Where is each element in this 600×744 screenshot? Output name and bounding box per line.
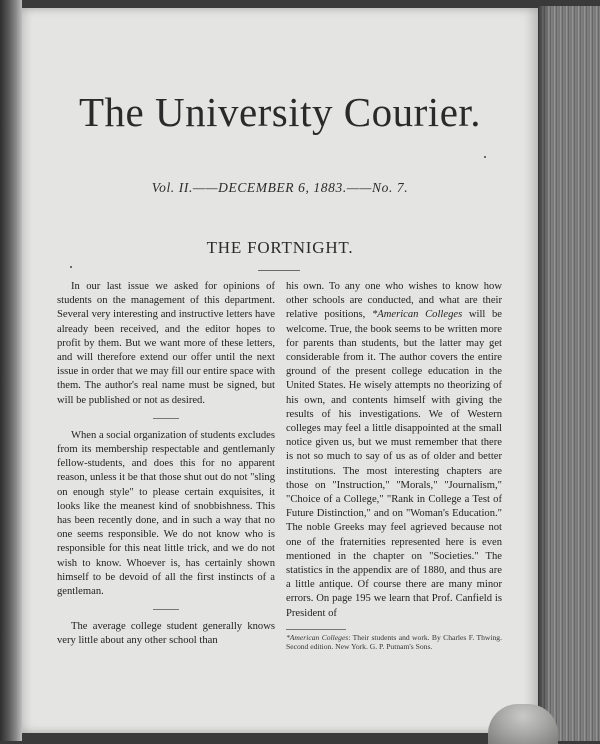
spine-shadow <box>538 6 550 741</box>
paragraph-average-student: The average college student generally knows very little about any other school than <box>57 621 275 647</box>
issue-line: Vol. II.——DECEMBER 6, 1883.——No. 7. <box>151 180 409 195</box>
footnote <box>286 633 502 651</box>
footnote-rule <box>286 629 346 630</box>
paragraph-snobbishness: When a social organization of students excludes from its membership respectable and gentlemanly fellow-students, and does this for no apparent reason, unless it be that those shut out do not "sling on enough style" to please certain exquisites, it looks like the meanest kind of snobbishness. This has been recently done, and in such a way that no one seems responsible. We do not know who is responsible for this neat little trick, and we do not wish to know. Whoever is, has certainly shown himself to be devoid of all the first instincts of a gentleman. <box>57 429 275 598</box>
paragraph-american-colleges <box>286 280 502 621</box>
masthead-title: The University Courier. <box>78 89 482 135</box>
book-page-edges <box>538 6 600 741</box>
paragraph-opinions: In our last issue we asked for opinions of students on the management of this department. Several very interesting and instructive letters have already been received, and the editor hopes to profit by them. But we want more of these letters, and will therefore extend our offer until the next issue in order that we may fill our entire space with them. The author's real name must be signed, but will be published or not as desired. <box>57 281 275 406</box>
scan-left-edge <box>0 0 22 741</box>
paragraph-divider <box>153 609 179 610</box>
page-speck <box>484 156 486 158</box>
text-run: his own. To any one who wishes to know how other schools are conducted, and what are their relative positions, <box>286 281 502 321</box>
title-rule <box>258 270 300 271</box>
paragraph-divider <box>153 418 179 419</box>
left-column <box>57 280 275 649</box>
right-column <box>286 280 502 651</box>
text-run: will be welcome. True, the book seems to be written more for parents than students, but the latter may get considerable from it. The author covers the entire ground of the present college education in the United States. He wisely attempts no theorizing of his own, and contents himself with giving the results of his investigations. We of Western colleges may feel a little disappointed at the small notice given us, but we must remember that there is not so much to say of us as of older and better institutions. The most interesting chapters are those on "Instruction," "Morals," "Journalism," "Choice of a College," "Rank in College a Test of Future Distinction," and on "Woman's Education." The noble Greeks may feel agrieved because not one of the fraternities represented here is even mentioned in the chapter on "Societies." The statistics in the appendix are of 1880, and thus are a little antique. Of course there are many minor errors. On page 195 we learn that Prof. Canfield is President of <box>286 309 502 619</box>
page-speck <box>70 266 72 268</box>
section-title: THE FORTNIGHT. <box>206 238 354 257</box>
footnote-book-title: *American Colleges <box>286 632 349 642</box>
footnote-text: : Their students and work. By Charles F. Thwing. Second edition. New York. G. P. Putnam's Sons. <box>286 632 503 651</box>
book-title: *American Colleges <box>371 309 463 321</box>
